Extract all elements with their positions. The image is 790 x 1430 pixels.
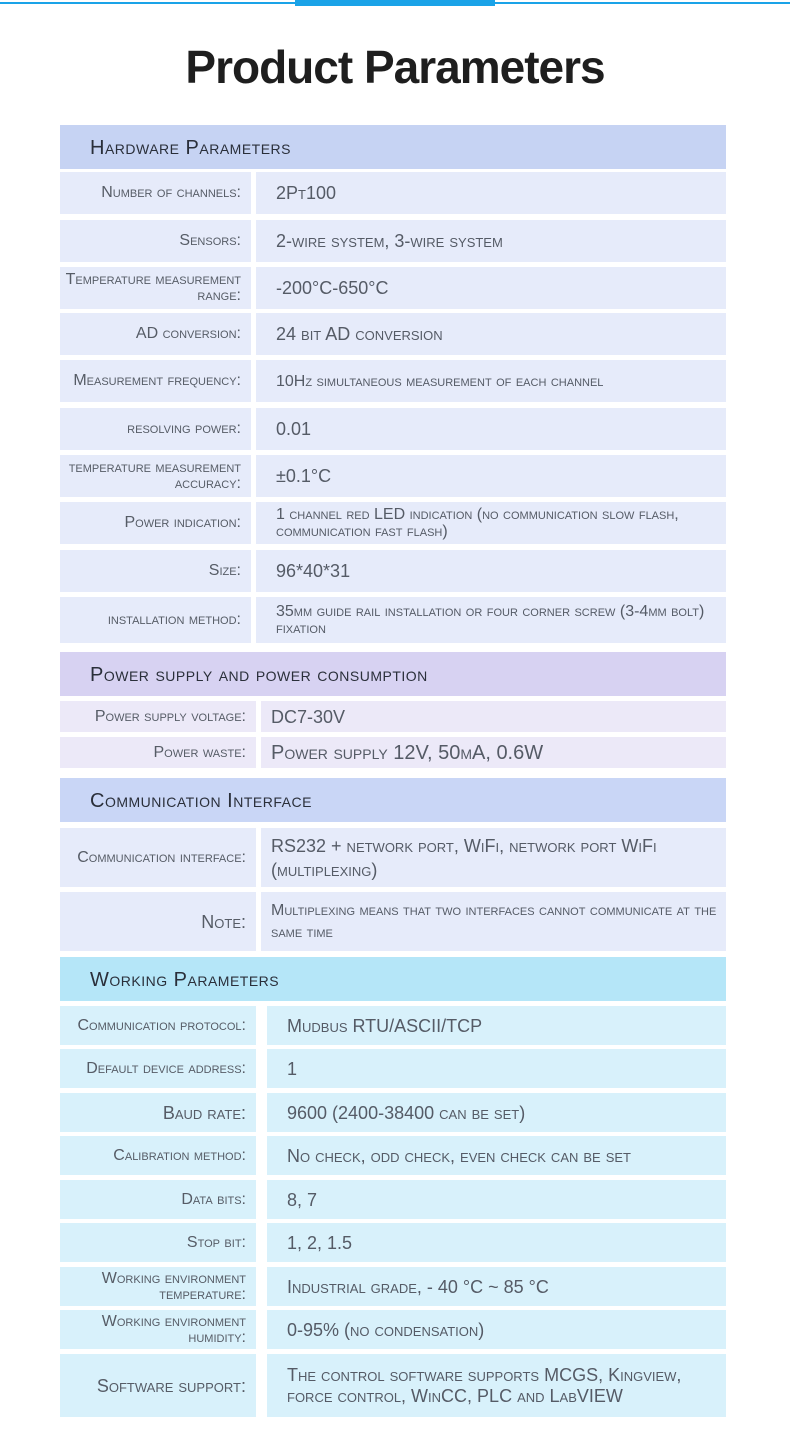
param-value: 96*40*31 — [256, 550, 726, 592]
param-label: AD conversion: — [60, 313, 251, 355]
param-label: Communication interface: — [60, 828, 256, 887]
param-label: Working environment humidity: — [60, 1310, 256, 1349]
param-value: 10Hz simultaneous measurement of each channel — [256, 360, 726, 402]
param-label: Temperature measurement range: — [60, 267, 251, 309]
param-value: -200°C-650°C — [256, 267, 726, 309]
table-row — [60, 550, 726, 592]
param-label: Power waste: — [60, 737, 256, 768]
section-title-communication: Communication Interface — [60, 778, 726, 822]
table-row — [60, 1136, 726, 1175]
section-title-working: Working Parameters — [60, 957, 726, 1001]
param-value: 2-wire system, 3-wire system — [256, 220, 726, 262]
table-row — [60, 701, 726, 732]
param-value: Multiplexing means that two interfaces cannot communicate at the same time — [261, 892, 726, 951]
param-value: DC7-30V — [261, 701, 726, 732]
table-row — [60, 1049, 726, 1088]
power-section — [60, 652, 726, 770]
table-row — [60, 1354, 726, 1417]
table-row — [60, 1223, 726, 1262]
param-value: Industrial grade, - 40 °C ~ 85 °C — [267, 1267, 726, 1306]
param-value: RS232 + network port, WiFi, network port WiFi (multiplexing) — [261, 828, 726, 887]
table-row — [60, 313, 726, 355]
param-label: Power supply voltage: — [60, 701, 256, 732]
param-label: Default device address: — [60, 1049, 256, 1088]
table-row — [60, 360, 726, 402]
section-title-power: Power supply and power consumption — [60, 652, 726, 696]
hardware-section — [60, 125, 726, 647]
param-value: ±0.1°C — [256, 455, 726, 497]
table-row — [60, 408, 726, 450]
param-label: Number of channels: — [60, 172, 251, 214]
param-label: Data bits: — [60, 1180, 256, 1219]
param-value: 24 bit AD conversion — [256, 313, 726, 355]
param-label: Stop bit: — [60, 1223, 256, 1262]
param-label: Calibration method: — [60, 1136, 256, 1175]
section-title-hardware: Hardware Parameters — [60, 125, 726, 169]
param-value: Mudbus RTU/ASCII/TCP — [267, 1006, 726, 1045]
param-label: Measurement frequency: — [60, 360, 251, 402]
table-row — [60, 1093, 726, 1132]
communication-section — [60, 778, 726, 952]
param-value: 8, 7 — [267, 1180, 726, 1219]
table-row — [60, 828, 726, 887]
table-row — [60, 267, 726, 309]
table-row — [60, 1310, 726, 1349]
param-value: 2Pt100 — [256, 172, 726, 214]
param-value: 1 channel red LED indication (no communication slow flash, communication fast flash) — [256, 502, 726, 544]
param-label: installation method: — [60, 597, 251, 643]
table-row — [60, 892, 726, 951]
param-value: 0.01 — [256, 408, 726, 450]
table-row — [60, 737, 726, 768]
table-row — [60, 502, 726, 544]
param-value: 1, 2, 1.5 — [267, 1223, 726, 1262]
param-label: temperature measurement accuracy: — [60, 455, 251, 497]
param-label: Size: — [60, 550, 251, 592]
table-row — [60, 455, 726, 497]
table-row — [60, 1006, 726, 1045]
table-row — [60, 172, 726, 214]
param-value: The control software supports MCGS, Kingview, force control, WinCC, PLC and LabVIEW — [267, 1354, 726, 1417]
param-value: 35mm guide rail installation or four corner screw (3-4mm bolt) fixation — [256, 597, 726, 643]
param-label: Communication protocol: — [60, 1006, 256, 1045]
param-label: Software support: — [60, 1354, 256, 1417]
param-label: Sensors: — [60, 220, 251, 262]
param-value: 1 — [267, 1049, 726, 1088]
param-value: 9600 (2400-38400 can be set) — [267, 1093, 726, 1132]
param-label: resolving power: — [60, 408, 251, 450]
param-value: No check, odd check, even check can be set — [267, 1136, 726, 1175]
param-value: 0-95% (no condensation) — [267, 1310, 726, 1349]
table-row — [60, 597, 726, 643]
table-row — [60, 1267, 726, 1306]
param-label: Power indication: — [60, 502, 251, 544]
param-label: Working environment temperature: — [60, 1267, 256, 1306]
table-row — [60, 1180, 726, 1219]
param-label: Baud rate: — [60, 1093, 256, 1132]
page-title: Product Parameters — [185, 41, 605, 93]
working-section — [60, 957, 726, 1419]
top-accent-tab — [295, 0, 495, 6]
param-label: Note: — [60, 892, 256, 951]
param-value: Power supply 12V, 50mA, 0.6W — [261, 737, 726, 768]
table-row — [60, 220, 726, 262]
